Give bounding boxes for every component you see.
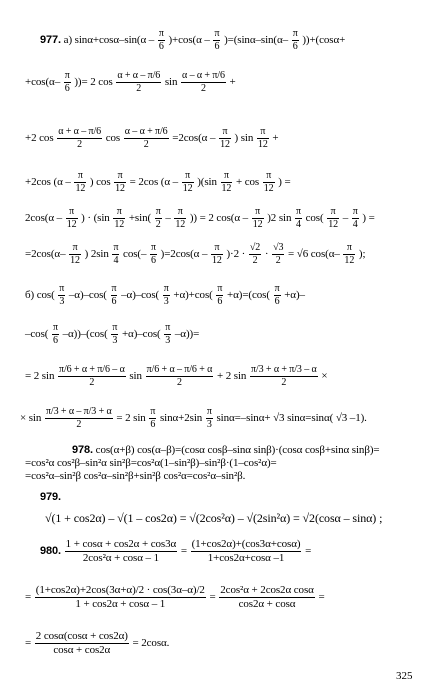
p977-line2: +cos(α– $\frac{\pi}{6}$ ))= 2 cos $\frac{\alpha + \alpha - \pi/6}{2}$ sin $\frac{\alpha - \alpha + \pi/6}{2}$ + — [25, 70, 236, 94]
p980-line2: = $\frac{(1+\cos 2\alpha)+2\cos(3\alpha+\alpha)/2 \cdot \cos(3\alpha-\alpha)/2}{1 + \cos 2\alpha + \cos\alpha - 1}$ = $\frac{\text{2cos²α + 2cos2α cosα}}{\cos 2\alpha + \cos\alpha}$ = — [25, 584, 325, 610]
p977b-line3: = 2 sin $\frac{\pi/6 + \alpha + \pi/6 - \alpha}{2}$ sin $\frac{\pi/6 + \alpha - \pi/6 + \alpha}{2}$ + 2 sin $\frac{\pi/3 + \alpha + \pi/3 - \alpha}{2}$ × — [25, 364, 328, 388]
p980-line1: 980. $\frac{1 + \cos\alpha + \cos 2\alpha + \cos 3\alpha}{\text{2cos²α + cosα – 1}}$ = $\frac{(1+\cos 2\alpha)+(\cos 3\alpha+\cos\alpha)}{1+\cos 2\alpha+\cos\alpha -1}$ = — [40, 538, 312, 564]
problem-980-number: 980. — [40, 545, 62, 558]
p977-line5: 2cos(α – $\frac{\pi}{12}$ ) · (sin $\frac{\pi}{12}$ +sin( $\frac{\pi}{2}$ – $\frac{\pi}{12}$ )) = 2 cos(α – $\frac{\pi}{12}$ )2 sin $\frac{\pi}{4}$ cos( $\frac{\pi}{12}$ – $\frac{\pi}{4}$ ) = — [25, 206, 375, 230]
p977b-line2: –cos( $\frac{\pi}{6}$ –α))–(cos( $\frac{\pi}{3}$ +α)–cos( $\frac{\pi}{3}$ –α))= — [25, 322, 200, 346]
problem-978-number: 978. — [72, 444, 94, 456]
p977b-line4: × sin $\frac{\pi/3 + \alpha - \pi/3 + \alpha}{2}$ = 2 sin $\frac{\pi}{6}$ sinα+2sin $\frac{\pi}{3}$ sinα=–sinα+ √3 sinα=sinα( √3 –1). — [20, 406, 367, 430]
page-number: 325 — [396, 670, 413, 682]
p978-line3: =cos²α–sin²β cos²α–sin²β+sin²β cos²α=cos²α–sin²β. — [25, 470, 246, 482]
p978-line2: =cos²α cos²β–sin²α sin²β=cos²α(1–sin²β)–sin²β·(1–cos²α)= — [25, 457, 277, 469]
p979-number-line — [40, 491, 61, 504]
p979-expression: √(1 + cos2α) – √(1 – cos2α) = √(2cos²α) – √(2sin²α) = √2(cosα – sinα) ; — [45, 511, 383, 525]
p977b-line1: б) cos( $\frac{\pi}{3}$ –α)–cos( $\frac{\pi}{6}$ –α)–cos( $\frac{\pi}{3}$ +α)+cos( $\frac{\pi}{6}$ +α)=(cos( $\frac{\pi}{6}$ +α)– — [25, 283, 305, 307]
p980-line3: = $\frac{2 \cos\alpha(\cos\alpha + \cos 2\alpha)}{\cos\alpha + \cos 2\alpha}$ = 2cosα. — [25, 630, 170, 656]
p977-line4: +2cos (α – $\frac{\pi}{12}$ ) cos $\frac{\pi}{12}$ = 2cos (α – $\frac{\pi}{12}$ )(sin $\frac{\pi}{12}$ + cos $\frac{\pi}{12}$ ) = — [25, 170, 291, 194]
p978-line1: 978. cos(α+β) cos(α–β)=(cosα cosβ–sinα sinβ)·(cosα cosβ+sinα sinβ)= — [72, 444, 380, 456]
problem-977-number: 977. — [40, 34, 62, 47]
p977-line6: =2cos(α– $\frac{\pi}{12}$ ) 2sin $\frac{\pi}{4}$ cos(– $\frac{\pi}{6}$ )=2cos(α – $\frac{\pi}{12}$ )·2 · $\frac{√2}{2}$ · $\frac{√3}{2}$ = √6 cos(α– $\frac{\pi}{12}$ ); — [25, 242, 366, 266]
problem-979-number: 979. — [40, 491, 62, 503]
p977-line1: 977. а) sinα+cosα–sin(α – $\frac{\pi}{6}$ )+cos(α – $\frac{\pi}{6}$ )=(sinα–sin(α– $\frac{\pi}{6}$ ))+(cosα+ — [40, 28, 346, 52]
p977-line3: +2 cos $\frac{\alpha + \alpha - \pi/6}{2}$ cos $\frac{\alpha - \alpha + \pi/6}{2}$ =2cos(α – $\frac{\pi}{12}$ ) sin $\frac{\pi}{12}$ + — [25, 126, 279, 150]
